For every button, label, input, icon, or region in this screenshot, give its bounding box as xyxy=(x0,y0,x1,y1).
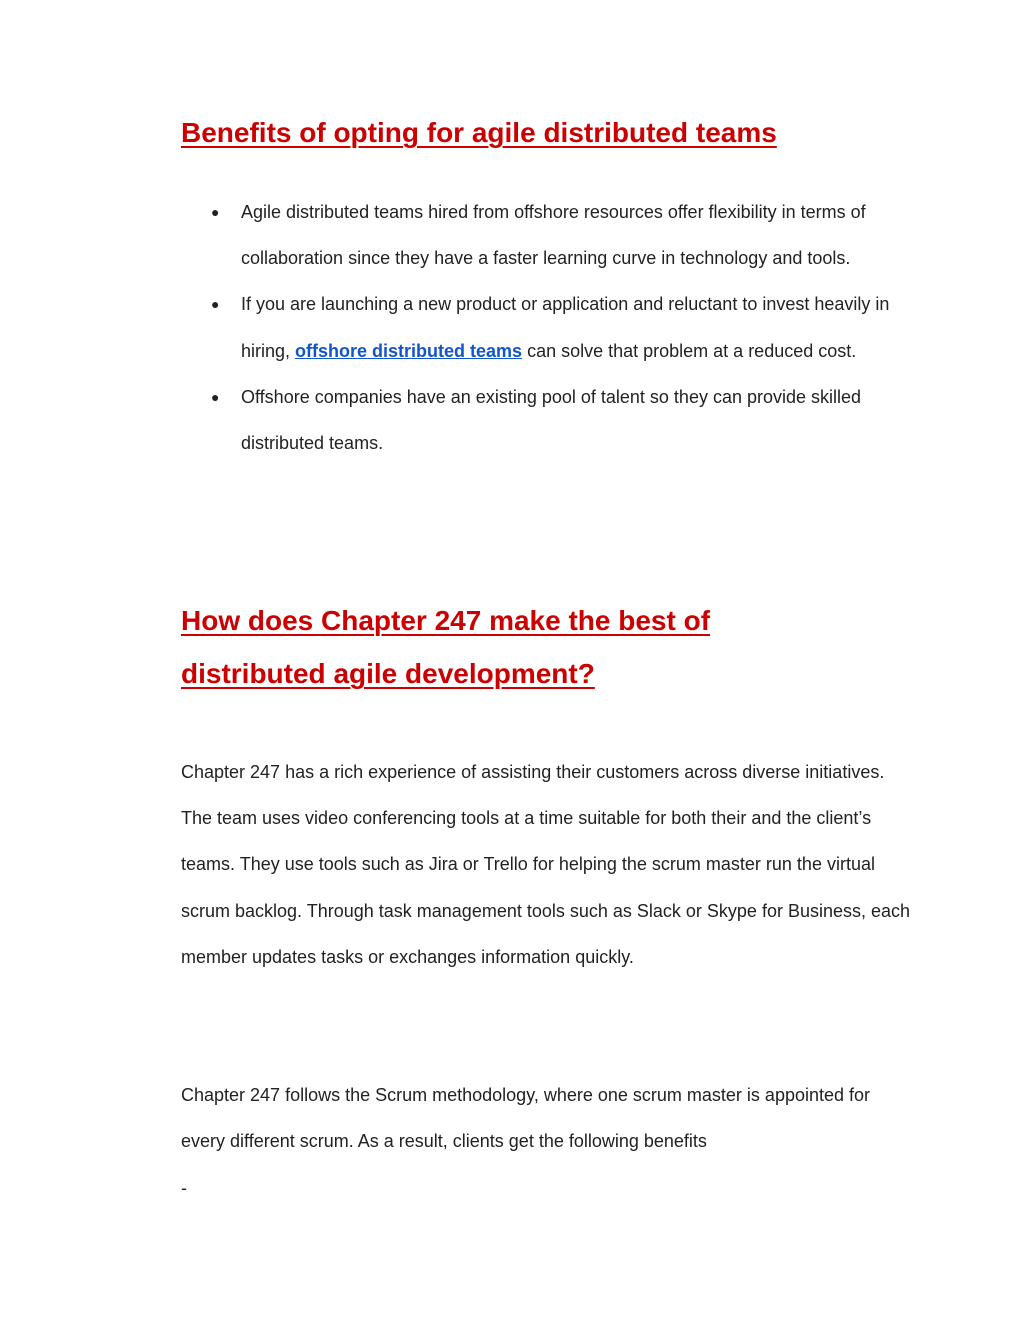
paragraph-experience: Chapter 247 has a rich experience of assisting their customers across diverse initiatives. The team uses video conferencing tools at a time suitable for both their and the client’s teams. They use tools such as Jira or Trello for helping the scrum master run the virtual scrum backlog. Through task management tools such as Slack or Skype for Business, each member updates tasks or exchanges information quickly. xyxy=(181,762,911,967)
offshore-teams-link[interactable]: offshore distributed teams xyxy=(295,340,523,361)
heading-benefits: Benefits of opting for agile distributed teams xyxy=(181,117,777,148)
list-item xyxy=(211,281,901,373)
bullet-text: Agile distributed teams hired from offshore resources offer flexibility in terms of collaboration since they have a faster learning curve in technology and tools. xyxy=(241,202,866,269)
list-item xyxy=(211,189,901,281)
bullet-text: If you are launching a new product or application and reluctant to invest heavily in hiring, xyxy=(241,294,890,361)
heading-line: How does Chapter 247 make the best of xyxy=(181,605,711,636)
list-item xyxy=(211,374,901,466)
heading-line: distributed agile development? xyxy=(181,658,595,689)
heading-chapter247 xyxy=(181,594,831,700)
bullet-icon: ● xyxy=(211,204,220,220)
paragraph-scrum: Chapter 247 follows the Scrum methodology, where one scrum master is appointed for every different scrum. As a result, clients get the following benefits xyxy=(181,1085,871,1152)
paragraph-dash: - xyxy=(181,1178,187,1198)
bullet-icon: ● xyxy=(211,388,220,405)
bullet-text: can solve that problem at a reduced cost. xyxy=(522,340,857,361)
benefits-list xyxy=(211,189,901,466)
bullet-text: Offshore companies have an existing pool of talent so they can provide skilled distributed teams. xyxy=(241,386,862,454)
bullet-icon: ● xyxy=(211,296,220,313)
